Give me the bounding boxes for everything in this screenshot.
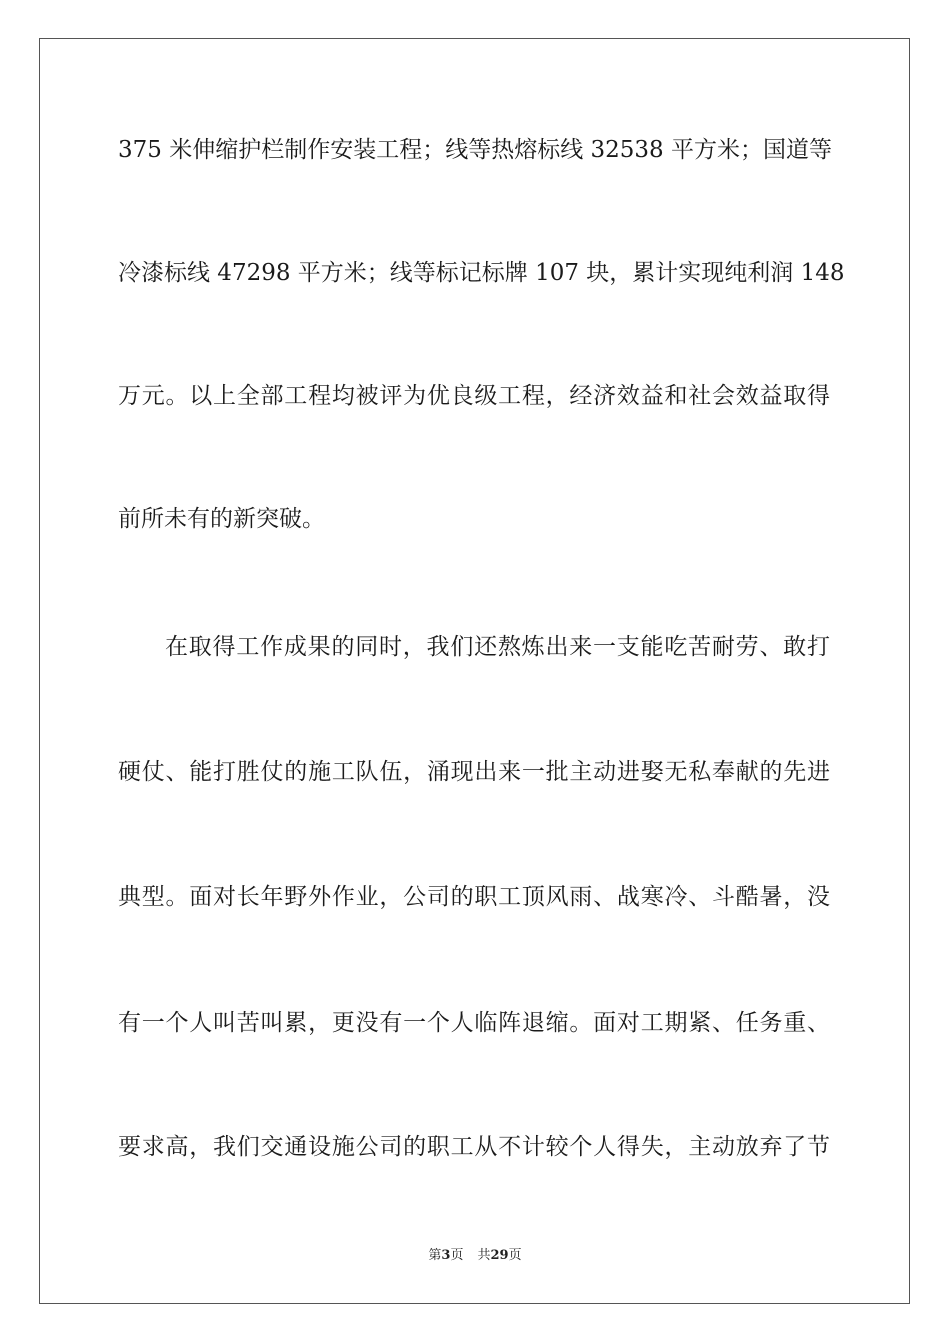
total-suffix: 页 xyxy=(508,1248,522,1263)
body-text-line: 有一个人叫苦叫累，更没有一个人临阵退缩。面对工期紧、任务重、 xyxy=(118,1010,830,1036)
body-text-line: 硬仗、能打胜仗的施工队伍，涌现出来一批主动进娶无私奉献的先进 xyxy=(118,759,830,785)
paragraph-first-line: 在取得工作成果的同时，我们还熬炼出来一支能吃苦耐劳、敢打 xyxy=(165,634,830,660)
page-suffix: 页 xyxy=(450,1248,464,1263)
body-text-line: 375 米伸缩护栏制作安装工程；线等热熔标线 32538 平方米；国道等 xyxy=(118,137,832,163)
body-text-line: 典型。面对长年野外作业，公司的职工顶风雨、战寒冷、斗酷暑，没 xyxy=(118,884,830,910)
total-prefix: 共 xyxy=(477,1248,491,1263)
page-footer xyxy=(0,1247,950,1265)
body-text-line: 要求高，我们交通设施公司的职工从不计较个人得失，主动放弃了节 xyxy=(118,1134,830,1160)
page-number: 3 xyxy=(441,1248,451,1263)
body-text-line: 前所未有的新突破。 xyxy=(118,506,325,532)
page-prefix: 第 xyxy=(428,1248,442,1263)
total-pages: 29 xyxy=(490,1248,509,1263)
body-text-line: 万元。以上全部工程均被评为优良级工程，经济效益和社会效益取得 xyxy=(118,383,830,409)
body-text-line: 冷漆标线 47298 平方米；线等标记标牌 107 块，累计实现纯利润 148 xyxy=(118,260,845,286)
page-border xyxy=(39,38,910,1304)
